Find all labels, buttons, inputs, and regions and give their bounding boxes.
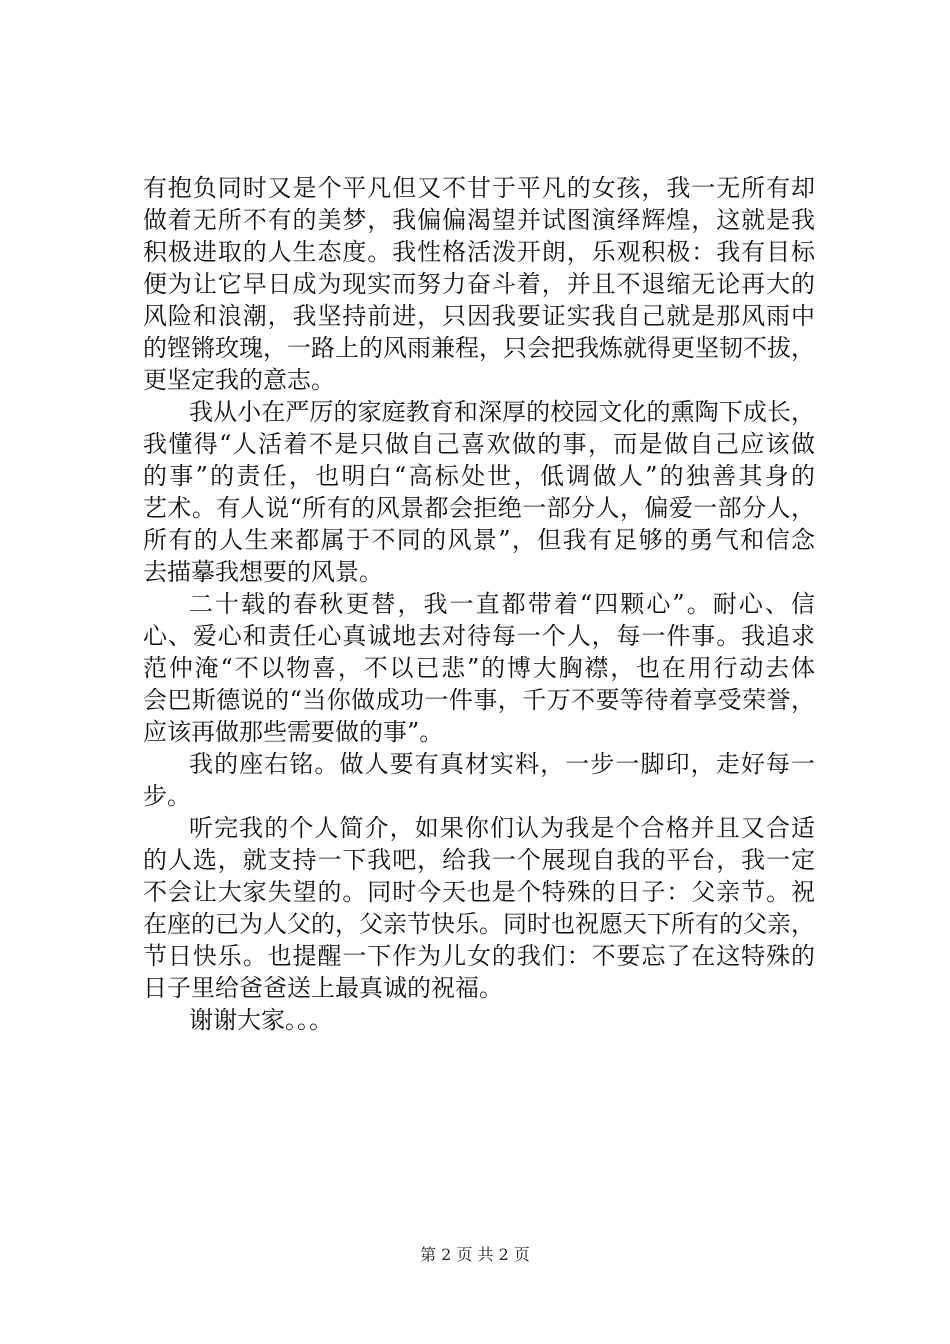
text-line: 的事”的责任，也明白“高标处世，低调做人”的独善其身的 [143,462,815,490]
text-line: 节日快乐。也提醒一下作为儿女的我们：不要忘了在这特殊的 [143,942,815,970]
text-line: 积极进取的人生态度。我性格活泼开朗，乐观积极：我有目标 [143,238,815,266]
page-footer: 第 2 页 共 2 页 [420,1245,530,1264]
text-line: 应该再做那些需要做的事”。 [143,718,444,746]
text-line: 做着无所不有的美梦，我偏偏渴望并试图演绎辉煌，这就是我 [143,206,815,234]
text-line: 二十载的春秋更替，我一直都带着“四颗心”。耐心、信 [189,590,815,618]
text-line: 便为让它早日成为现实而努力奋斗着，并且不退缩无论再大的 [143,270,815,298]
text-line: 范仲淹“不以物喜，不以已悲”的博大胸襟，也在用行动去体 [143,654,815,682]
text-line: 心、爱心和责任心真诚地去对待每一个人，每一件事。我追求 [143,622,815,650]
text-line: 步。 [143,782,191,810]
text-line: 有抱负同时又是个平凡但又不甘于平凡的女孩，我一无所有却 [143,174,815,202]
text-line: 我懂得“人活着不是只做自己喜欢做的事，而是做自己应该做 [143,430,815,458]
text-line: 我的座右铭。做人要有真材实料，一步一脚印，走好每一 [189,750,815,778]
text-line: 不会让大家失望的。同时今天也是个特殊的日子：父亲节。祝 [143,878,815,906]
document-body [143,172,815,1036]
text-line: 的人选，就支持一下我吧，给我一个展现自我的平台，我一定 [143,846,815,874]
text-line: 艺术。有人说“所有的风景都会拒绝一部分人，偏爱一部分人， [143,494,815,522]
text-line: 风险和浪潮，我坚持前进，只因我要证实我自己就是那风雨中 [143,302,815,330]
text-line: 去描摹我想要的风景。 [143,558,383,586]
text-line: 谢谢大家。。。 [189,1006,333,1034]
text-line: 更坚定我的意志。 [143,366,335,394]
text-line: 我从小在严厉的家庭教育和深厚的校园文化的熏陶下成长， [189,398,815,426]
text-line: 听完我的个人简介，如果你们认为我是个合格并且又合适 [189,814,815,842]
text-line: 在座的已为人父的，父亲节快乐。同时也祝愿天下所有的父亲， [143,910,815,938]
text-line: 会巴斯德说的“当你做成功一件事，千万不要等待着享受荣誉， [143,686,815,714]
text-line: 日子里给爸爸送上最真诚的祝福。 [143,974,503,1002]
text-line: 所有的人生来都属于不同的风景”，但我有足够的勇气和信念 [143,526,815,554]
text-line: 的铿锵玫瑰，一路上的风雨兼程，只会把我炼就得更坚韧不拔， [143,334,815,362]
